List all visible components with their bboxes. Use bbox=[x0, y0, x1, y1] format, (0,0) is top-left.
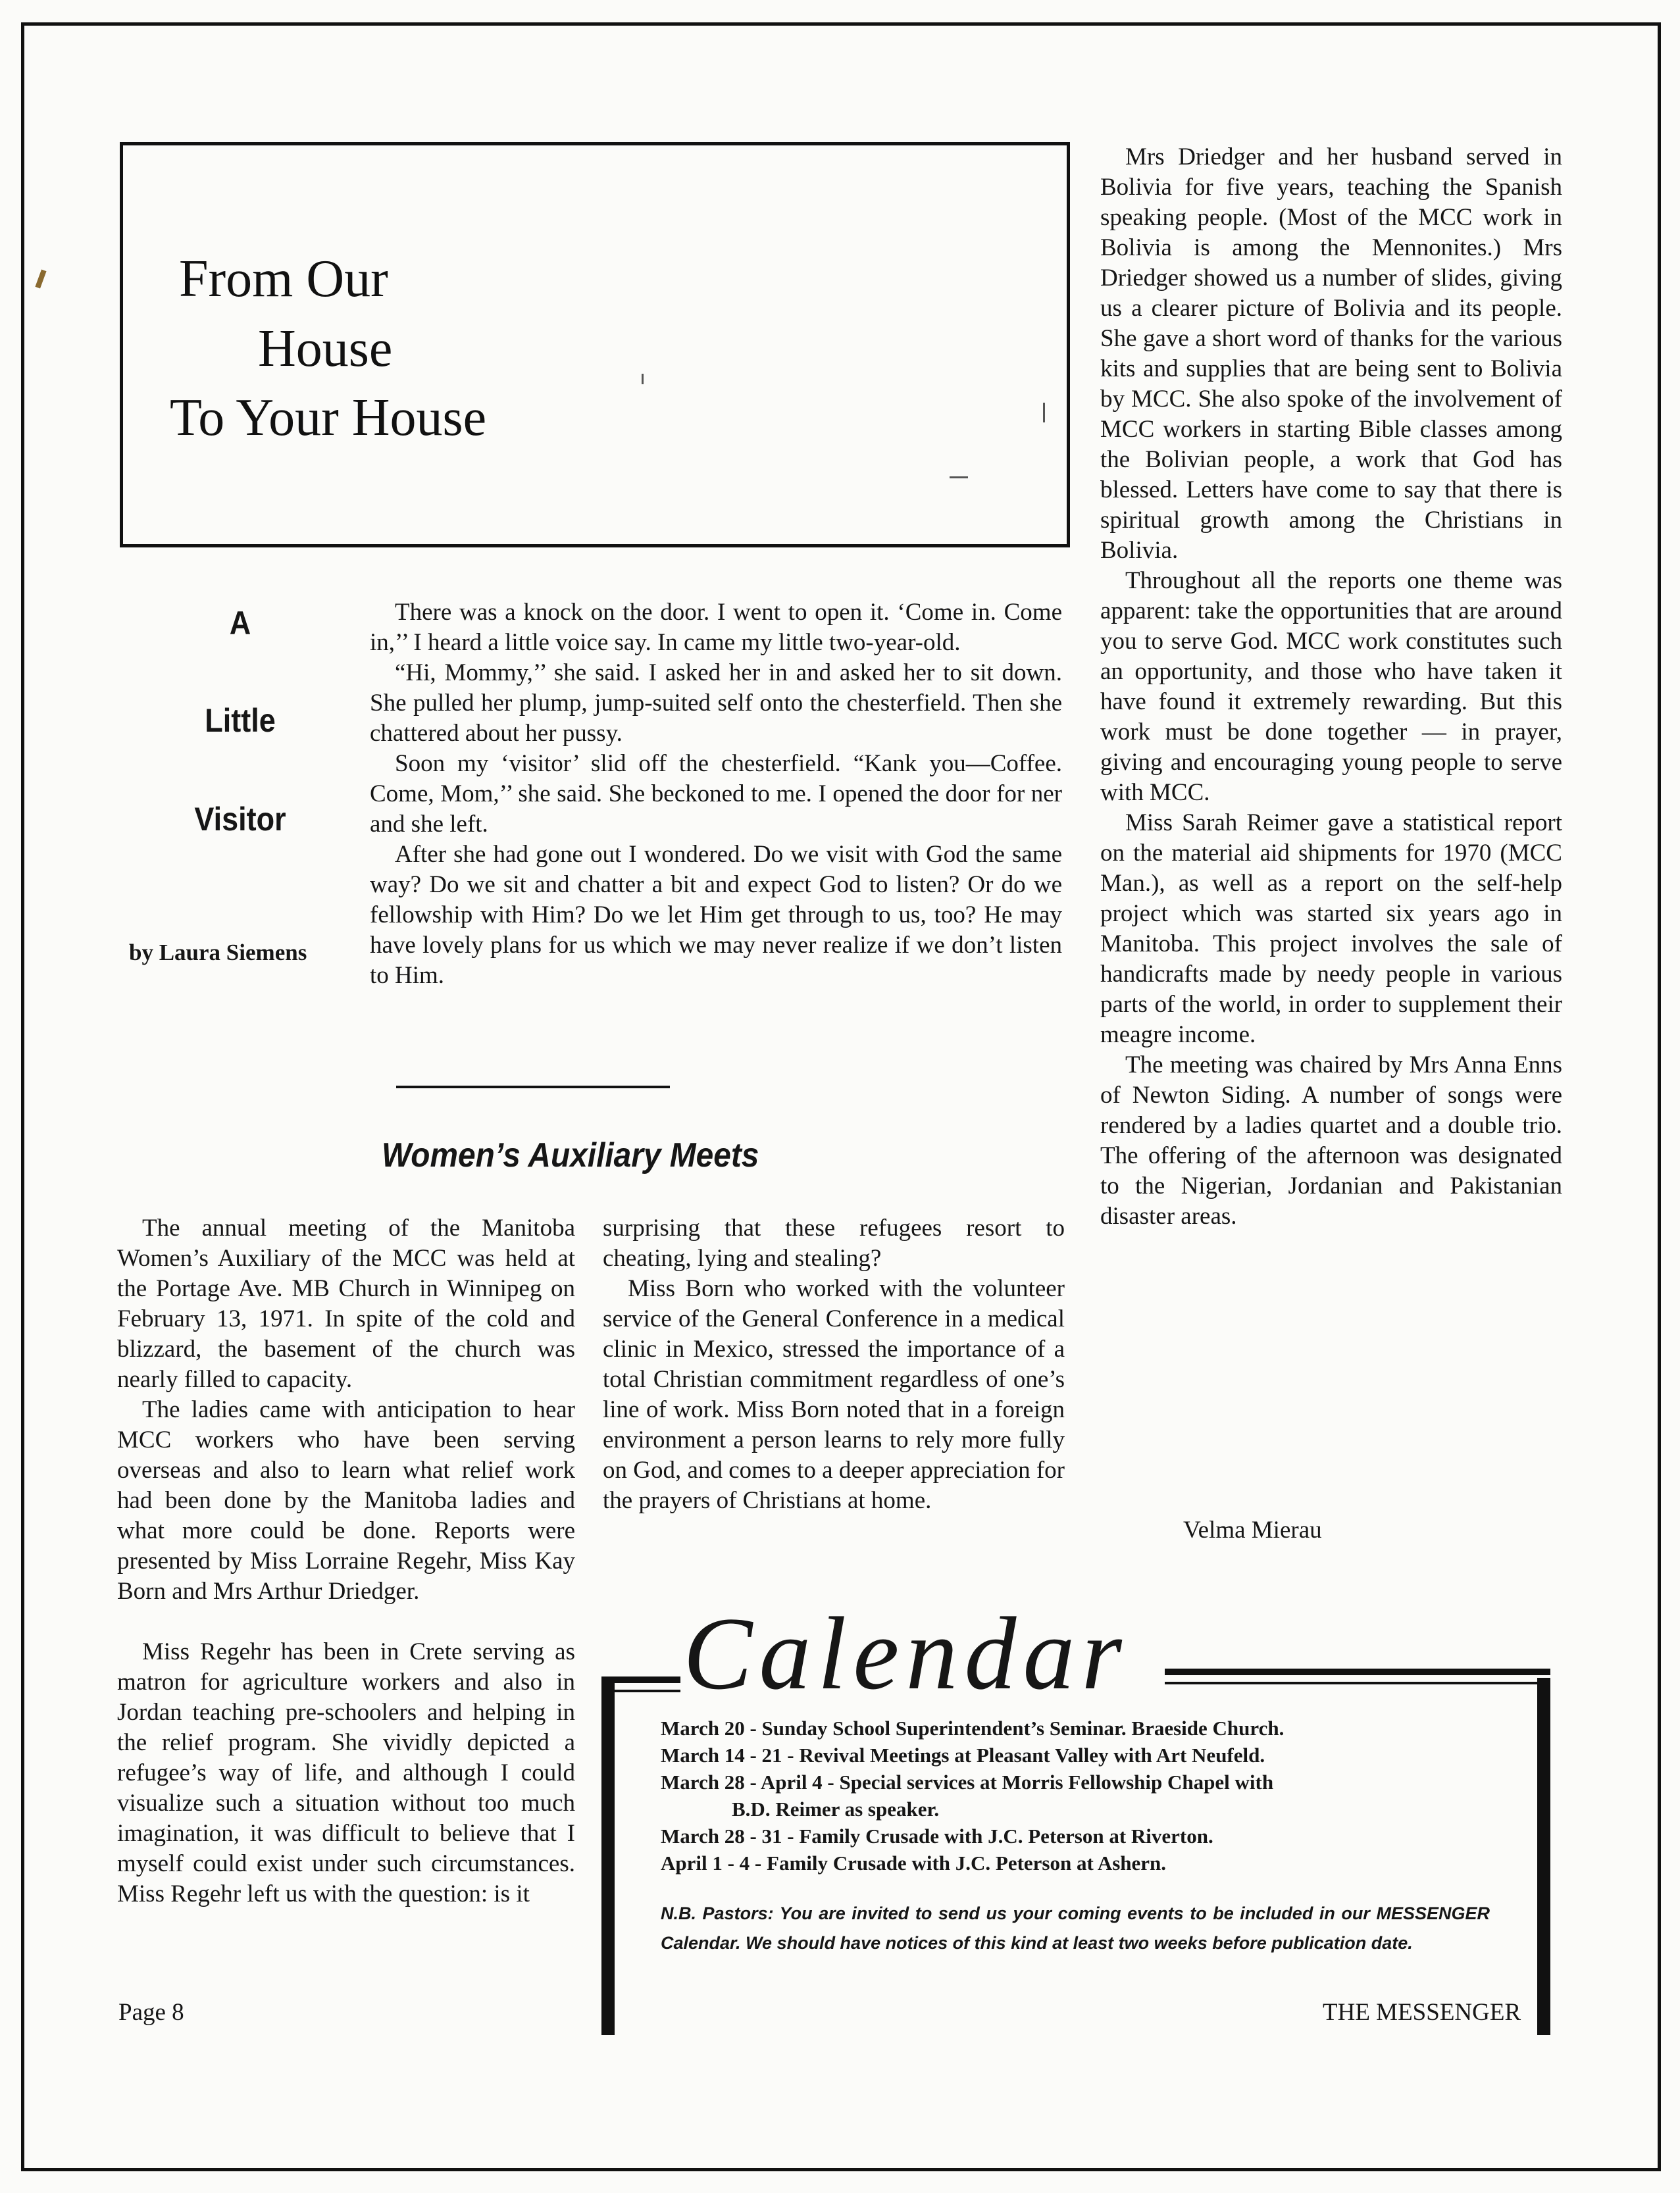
auxiliary-paragraph: The annual meeting of the Manitoba Women’s Auxiliary of the MCC was held at the Portage Ave. MB Church in Winnipeg on February 13, 1971. In spite of the cold and blizzard, the basement of the church was nearly filled to capacity. bbox=[117, 1215, 575, 1393]
auxiliary-paragraph: Miss Sarah Reimer gave a statistical report on the material aid shipments for 1970 (MCC Man.), as well as a report on the self-help project which was started six years ago in Manitoba. This project involves the sale of handicrafts made by needy people in various parts of the world, in order to supplement their meagre income. bbox=[1100, 809, 1562, 1048]
calendar-event: March 28 - April 4 - Special services at Morris Fellowship Chapel with bbox=[661, 1771, 1274, 1794]
masthead-line-2: House bbox=[258, 320, 393, 378]
publication-name: THE MESSENGER bbox=[1323, 1999, 1521, 2026]
calendar-top-rule-left bbox=[601, 1676, 680, 1683]
auxiliary-column-2 bbox=[603, 1213, 1065, 1516]
calendar-events bbox=[661, 1715, 1496, 1877]
auxiliary-paragraph: The ladies came with anticipation to hear MCC workers who have been serving overseas and also to learn what relief work had been done by the Manitoba ladies and what more could be done. Reports were presented by Miss Lorraine Regehr, Miss Kay Born and Mrs Arthur Driedger. bbox=[117, 1396, 575, 1605]
section-divider bbox=[396, 1086, 670, 1088]
visitor-paragraph: After she had gone out I wondered. Do we visit with God the same way? Do we sit and chatter a bit and expect God to listen? Or do we fellowship with Him? Do we let Him get through to us, too? He may have lovely plans for us which we may never realize if we don’t listen to Him. bbox=[370, 841, 1062, 989]
visitor-paragraph: “Hi, Mommy,’’ she said. I asked her in and asked her to sit down. She pulled her plump, jump-suited self onto the chesterfield. Then she chattered about her pussy. bbox=[370, 659, 1062, 747]
visitor-paragraph: There was a knock on the door. I went to open it. ‘Come in. Come in,’’ I heard a little voice say. In came my little two-year-old. bbox=[370, 599, 1062, 656]
print-speck bbox=[642, 374, 644, 384]
visitor-story bbox=[370, 597, 1062, 991]
auxiliary-paragraph: surprising that these refugees resort to cheating, lying and stealing? bbox=[603, 1215, 1065, 1272]
calendar-top-rule-left-inner bbox=[615, 1690, 680, 1692]
calendar-event-continued: B.D. Reimer as speaker. bbox=[732, 1798, 940, 1821]
visitor-title-little: Little bbox=[205, 702, 276, 739]
auxiliary-paragraph: Miss Regehr has been in Crete serving as matron for agriculture workers and also in Jordan teaching pre-schoolers and helping in the relief program. She vividly depicted a refugee’s way of life, and although I could visualize such a situation without too much imagination, it was difficult to believe that I myself could exist under such circumstances. Miss Regehr left us with the question: is it bbox=[117, 1638, 575, 1907]
calendar-event: April 1 - 4 - Family Crusade with J.C. Peterson at Ashern. bbox=[661, 1852, 1167, 1875]
calendar-right-bar bbox=[1537, 1678, 1550, 2035]
page-number: Page 8 bbox=[118, 1999, 184, 2026]
auxiliary-signature: Velma Mierau bbox=[1183, 1517, 1322, 1544]
auxiliary-paragraph: The meeting was chaired by Mrs Anna Enns of Newton Siding. A number of songs were rendered by a ladies quartet and a double trio. The offering of the afternoon was designated to the Nigerian, Jordanian and Pakistanian disaster areas. bbox=[1100, 1051, 1562, 1230]
calendar-top-rule-right-inner bbox=[1165, 1682, 1537, 1684]
auxiliary-heading: Women’s Auxiliary Meets bbox=[382, 1136, 759, 1174]
masthead-line-3: To Your House bbox=[170, 389, 487, 447]
calendar-event: March 14 - 21 - Revival Meetings at Pleasant Valley with Art Neufeld. bbox=[661, 1744, 1265, 1767]
visitor-byline: by Laura Siemens bbox=[129, 940, 307, 965]
auxiliary-paragraph: Mrs Driedger and her husband served in Bolivia for five years, teaching the Spanish speaking people. (Most of the MCC work in Bolivia is among the Mennonites.) Mrs Driedger showed us a number of slides, giving us a clearer picture of Bolivia and its people. She gave a short word of thanks for the various kits and supplies that are being sent to Bolivia by MCC. She also spoke of the involvement of MCC workers in starting Bible classes among the Bolivian people, a work that God has blessed. Letters have come to say that there is spiritual growth among the Christians in Bolivia. bbox=[1100, 143, 1562, 564]
calendar-left-bar bbox=[601, 1678, 615, 2035]
print-speck bbox=[950, 476, 968, 478]
auxiliary-paragraph: Throughout all the reports one theme was apparent: take the opportunities that are around you to serve God. MCC work constitutes such an opportunity, and those who have taken it have found it extremely rewarding. But this work must be done together — in prayer, giving and encouraging young people to serve with MCC. bbox=[1100, 567, 1562, 806]
calendar-title: Calendar bbox=[683, 1596, 1129, 1711]
auxiliary-column-1 bbox=[117, 1213, 575, 1909]
print-speck bbox=[1043, 403, 1045, 422]
calendar-note: N.B. Pastors: You are invited to send us your coming events to be included in our MESSENGER Calendar. We should have notices of this kind at least two weeks before publication date. bbox=[661, 1903, 1490, 1953]
masthead-line-1: From Our bbox=[179, 250, 388, 308]
visitor-title-visitor: Visitor bbox=[194, 801, 286, 838]
calendar-event: March 28 - 31 - Family Crusade with J.C. Peterson at Riverton. bbox=[661, 1825, 1213, 1848]
calendar-event: March 20 - Sunday School Superintendent’s Seminar. Braeside Church. bbox=[661, 1717, 1285, 1740]
auxiliary-paragraph: Miss Born who worked with the volunteer service of the General Conference in a medical clinic in Mexico, stressed the importance of a total Christian commitment regardless of one’s line of work. Miss Born noted that in a foreign environment a person learns to rely more fully on God, and comes to a deeper appreciation for the prayers of Christians at home. bbox=[603, 1275, 1065, 1514]
calendar-top-rule-right bbox=[1165, 1669, 1550, 1675]
auxiliary-column-3 bbox=[1100, 142, 1562, 1232]
visitor-title-a: A bbox=[229, 605, 251, 642]
visitor-paragraph: Soon my ‘visitor’ slid off the chesterfield. “Kank you—Coffee. Come, Mom,’’ she said. She beckoned to me. I opened the door for ner and she left. bbox=[370, 750, 1062, 838]
